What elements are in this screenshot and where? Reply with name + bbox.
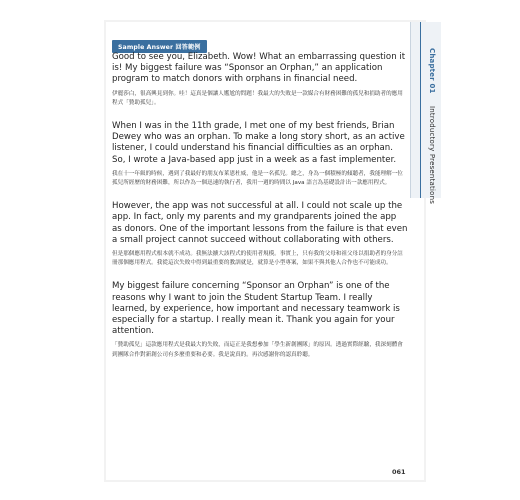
chinese-translation: 伊麗莎白，很高興見到你。哇！這真是個讓人尷尬的問題！我最大的失敗是一款媒合有財務困難的孤兒和捐助者的應用程式「贊助孤兒」。 [112, 90, 403, 106]
paragraph-4 [112, 281, 408, 359]
chapter-divider [420, 22, 421, 198]
paragraph-1 [112, 52, 408, 108]
chapter-side-tab [410, 22, 441, 198]
chapter-number: Chapter 01 [428, 48, 436, 94]
chinese-translation: 「贊助孤兒」這款應用程式是我最大的失敗，而這正是我想參加「學生新創團隊」的原因。透過實際經驗，我深刻體會到團隊合作對新創公司有多麼重要和必要。我是說真的。再次感謝你的認真聆聽。 [112, 342, 403, 358]
answer-body [112, 52, 408, 373]
paragraph-2 [112, 121, 408, 188]
paragraph-3 [112, 201, 408, 268]
chinese-translation: 我在十一年級的時候，遇到了我最好的朋友布萊恩杜威，他是一名孤兒。總之，身為一個積極的傾聽者，我能理解一位孤兒所經歷的財務困難，所以作為一個迅速的執行者，我用一週的時間以 Java 語言為基礎設計出一款應用程式。 [112, 170, 403, 187]
chapter-side-label [428, 48, 436, 204]
english-text: When I was in the 11th grade, I met one of my best friends, Brian Dewey who was an orphan. To make a long story short, as an active listener, I could understand his financial difficulties as an orphan. So, I wrote a Java-based app just in a week as a fast implementer. [112, 121, 405, 165]
page-number: 061 [392, 468, 406, 476]
chapter-title: Introductory Presentations [428, 106, 436, 205]
chinese-translation: 但是那個應用程式根本就不成功。我無法擴大該程式的使用者規模。事實上，只有我的父母和祖父母以捐助者的身分註冊那個應用程式。我從這次失敗中得到最重要的教訓就是，就算是小型專案，如果不與其他人合作也不可能成功。 [112, 251, 403, 267]
english-text: My biggest failure concerning “Sponsor an Orphan” is one of the reasons why I want to join the Student Startup Team. I really learned, by experience, how important and necessary teamwork is especially for a startup. I really mean it. Thank you again for your attention. [112, 281, 400, 337]
english-text: Good to see you, Elizabeth. Wow! What an embarrassing question it is! My biggest failure was “Sponsor an Orphan,” an application program to match donors with orphans in financial need. [112, 52, 406, 85]
sample-answer-badge: Sample Answer 回答範例 [112, 40, 207, 53]
english-text: However, the app was not successful at all. I could not scale up the app. In fact, only my parents and my grandparents joined the app as donors. One of the important lessons from the failure is that even a small project cannot succeed without collaborating with others. [112, 201, 408, 245]
